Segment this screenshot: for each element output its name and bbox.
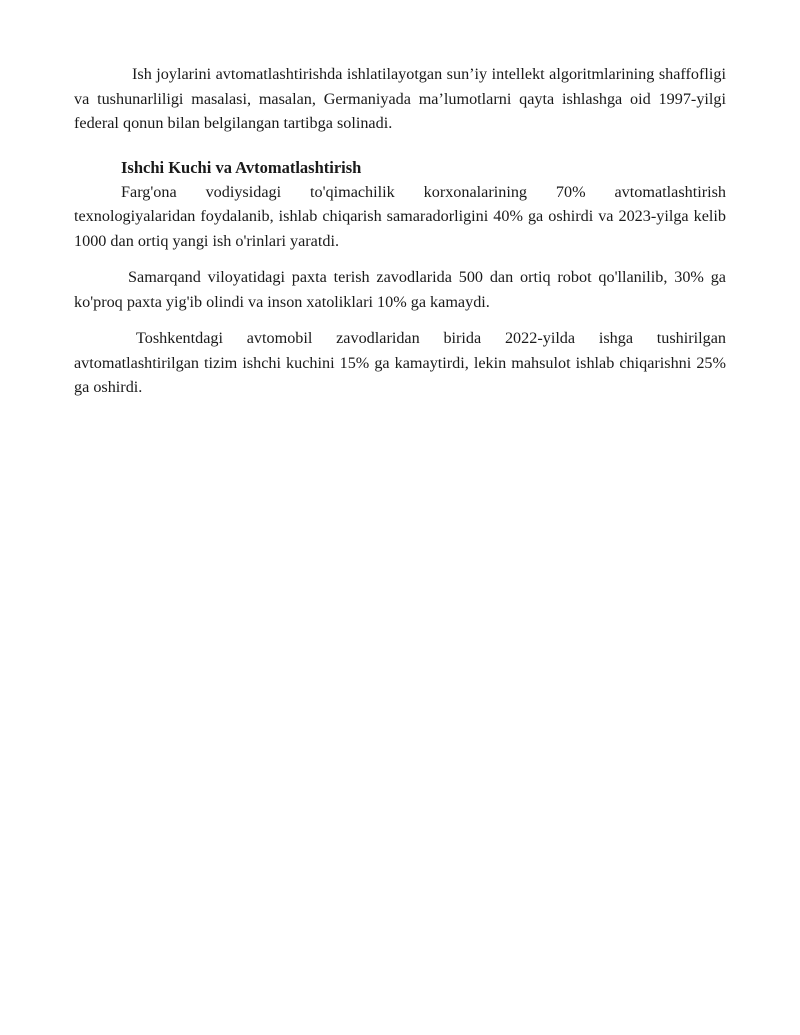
document-page xyxy=(74,62,726,400)
body-paragraph-3: Toshkentdagi avtomobil zavodlaridan birida 2022-yilda ishga tushirilgan avtomatlashtirilgan tizim ishchi kuchini 15% ga kamaytirdi, lekin mahsulot ishlab chiqarishni 25% ga oshirdi. xyxy=(74,329,726,396)
body-paragraph-2: Samarqand viloyatidagi paxta terish zavodlarida 500 dan ortiq robot qo'llanilib, 30% ga ko'proq paxta yig'ib olindi va inson xatoliklari 10% ga kamaydi. xyxy=(74,268,726,311)
body-paragraph-1: Farg'ona vodiysidagi to'qimachilik korxonalarining 70% avtomatlashtirish texnologiyalaridan foydalanib, ishlab chiqarish samaradorligini 40% ga oshirdi va 2023-yilga kelib 1000 dan ortiq yangi ish o'rinlari yaratdi. xyxy=(74,182,726,250)
intro-paragraph: Ish joylarini avtomatlashtirishda ishlatilayotgan sun’iy intellekt algoritmlarining shaffofligi va tushunarliligi masalasi, masalan, Germaniyada ma’lumotlarni qayta ishlashga oid 1997-yilgi federal qonun bilan belgilangan tartibga solinadi. xyxy=(74,65,726,132)
section-heading: Ishchi Kuchi va Avtomatlashtirish xyxy=(121,157,362,177)
